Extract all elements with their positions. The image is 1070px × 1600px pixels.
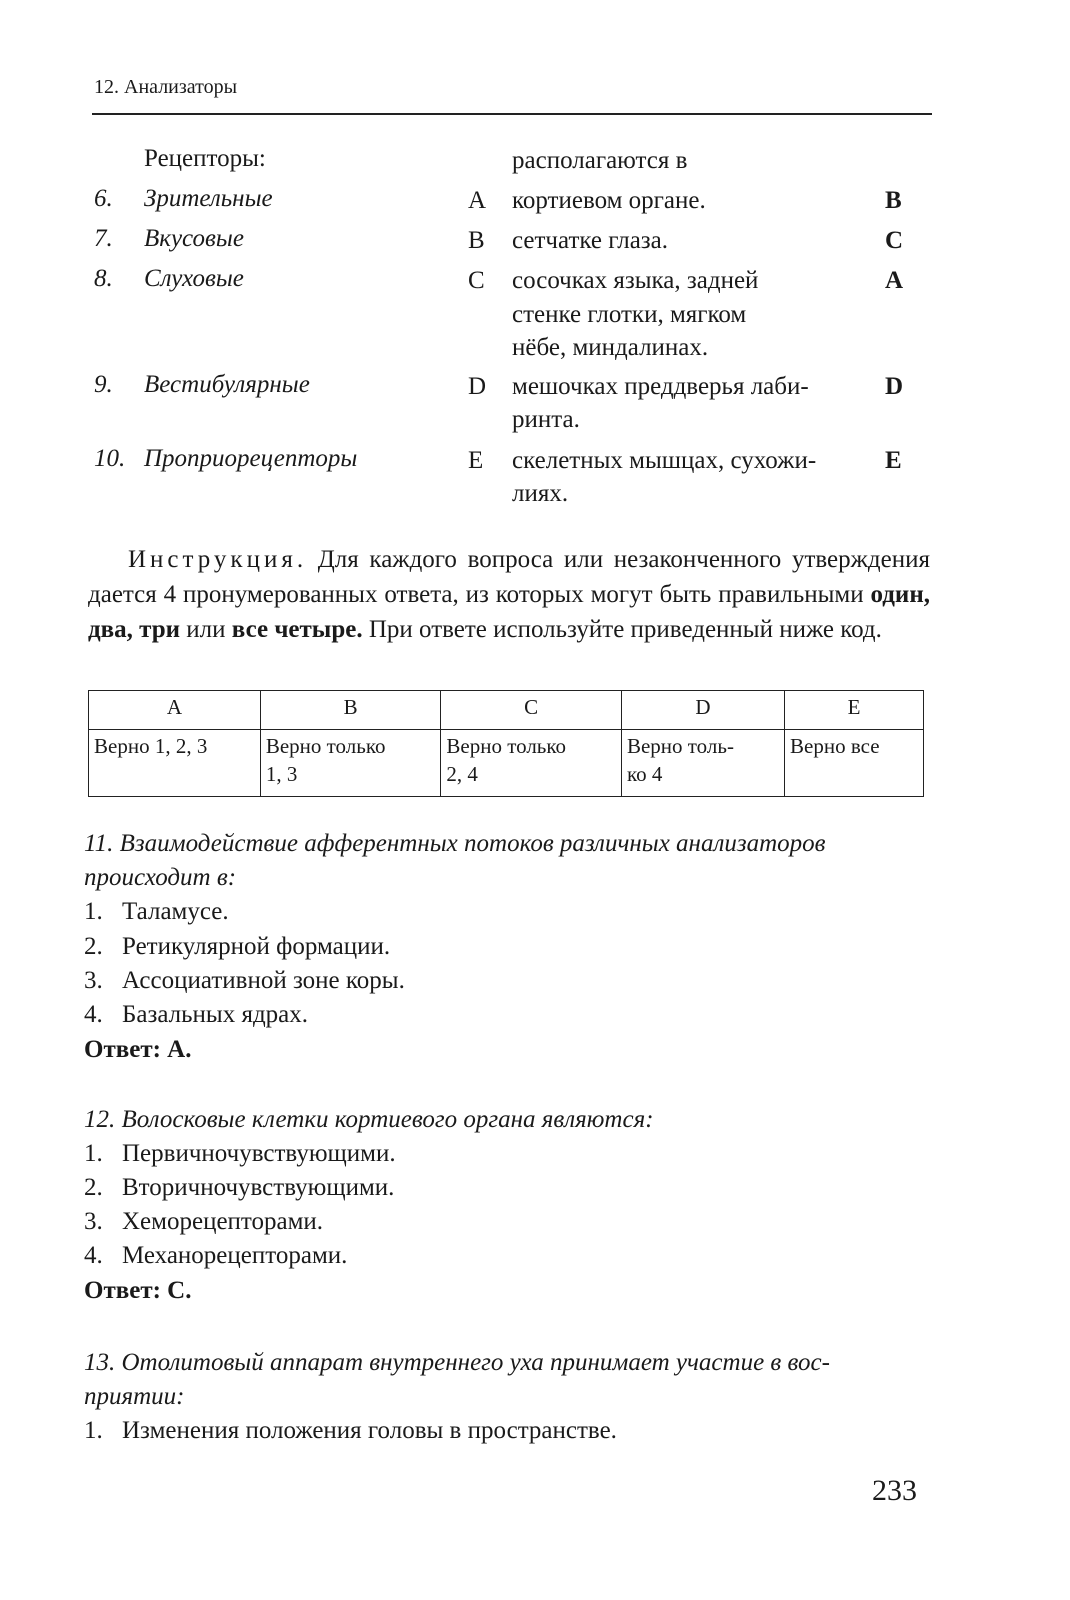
table-header-cell: A — [89, 691, 261, 730]
instruction-text: При ответе используйте приведенный ниже код. — [362, 616, 882, 643]
table-cell — [260, 730, 441, 797]
table-row — [89, 730, 924, 797]
option-number: 3. — [84, 1208, 103, 1235]
header-rule — [92, 113, 932, 115]
cell-line: Верно 1, 2, 3 — [94, 734, 208, 758]
option-number: 3. — [84, 967, 103, 994]
location-text: сетчатке глаза. — [512, 227, 669, 254]
question-title: происходит в: — [84, 864, 237, 891]
answer-option — [84, 930, 390, 964]
item-number: 7. — [94, 225, 113, 252]
answer-option — [84, 895, 229, 929]
receptor-name: Слуховые — [144, 265, 244, 292]
option-text: Хеморецепторами. — [122, 1208, 324, 1235]
option-text: Механорецепторами. — [122, 1242, 348, 1269]
cell-line: Верно толь- — [626, 734, 734, 758]
cell-line: Верно все — [790, 734, 880, 758]
question-title: 12. Волосковые клетки кортиевого органа являются: — [84, 1106, 654, 1133]
table-header-cell: D — [621, 691, 784, 730]
answer-option — [84, 1205, 323, 1239]
location-text: стенке глотки, мягком — [512, 301, 747, 328]
option-text: Изменения положения головы в пространстве. — [122, 1417, 617, 1444]
answer-option — [84, 1239, 347, 1273]
option-number: 2. — [84, 933, 103, 960]
location-text: ринта. — [512, 406, 580, 433]
location-text: сосочках языка, задней — [512, 267, 759, 294]
answer-key: Ответ: C. — [84, 1277, 192, 1304]
answer-code-table — [88, 690, 924, 797]
cell-line: Верно только — [265, 734, 386, 758]
item-number: 6. — [94, 185, 113, 212]
location-letter: D — [468, 373, 487, 400]
option-number: 4. — [84, 1001, 103, 1028]
location-text: скелетных мышцах, сухожи- — [512, 447, 817, 474]
running-header: 12. Анализаторы — [94, 76, 238, 98]
table-cell — [785, 730, 924, 797]
instruction-label: Инструкция. — [128, 546, 308, 573]
answer-option — [84, 1171, 394, 1205]
receptor-name: Зрительные — [144, 185, 273, 212]
cell-line: ко 4 — [626, 762, 663, 786]
item-number: 10. — [94, 445, 126, 472]
table-header-cell: C — [441, 691, 622, 730]
instruction-text: или — [180, 616, 232, 643]
match-answer: A — [885, 267, 904, 294]
receptors-header: Рецепторы: — [144, 145, 266, 172]
question-title: 11. Взаимодействие афферентных потоков различных анализаторов — [84, 830, 826, 857]
question-title: приятии: — [84, 1383, 185, 1410]
table-header-cell: B — [260, 691, 441, 730]
answer-option — [84, 1137, 396, 1171]
option-text: Первичночувствующими. — [122, 1140, 396, 1167]
option-number: 2. — [84, 1174, 103, 1201]
option-number: 1. — [84, 898, 103, 925]
option-number: 4. — [84, 1242, 103, 1269]
answer-option — [84, 964, 405, 998]
table-header-row — [89, 691, 924, 730]
option-number: 1. — [84, 1140, 103, 1167]
table-header-cell: E — [785, 691, 924, 730]
option-text: Вторичночувствующими. — [122, 1174, 395, 1201]
option-text: Базальных ядрах. — [122, 1001, 309, 1028]
instruction-text: Для каждого вопроса или незаконченного утверждения дается 4 пронумерованных ответа, из которых могут быть правильными — [88, 546, 930, 608]
location-letter: C — [468, 267, 485, 294]
cell-line: 1, 3 — [265, 762, 298, 786]
instruction-bold: один, два, три — [88, 581, 930, 643]
location-letter: A — [468, 187, 487, 214]
location-header: располагаются в — [512, 147, 688, 174]
location-text: мешочках преддверья лаби- — [512, 373, 809, 400]
option-text: Ассоциативной зоне коры. — [122, 967, 405, 994]
table-cell — [89, 730, 261, 797]
item-number: 9. — [94, 371, 113, 398]
cell-line: 2, 4 — [446, 762, 478, 786]
answer-key: Ответ: A. — [84, 1036, 192, 1063]
location-text: кортиевом органе. — [512, 187, 706, 214]
receptor-name: Проприорецепторы — [144, 445, 358, 472]
answer-option — [84, 998, 308, 1032]
instruction-paragraph — [88, 542, 930, 647]
table-cell — [621, 730, 784, 797]
receptor-name: Вкусовые — [144, 225, 244, 252]
option-number: 1. — [84, 1417, 103, 1444]
match-answer: D — [885, 373, 904, 400]
location-text: нёбе, миндалинах. — [512, 334, 709, 361]
question-title: 13. Отолитовый аппарат внутреннего уха принимает участие в вос- — [84, 1349, 830, 1376]
item-number: 8. — [94, 265, 113, 292]
cell-line: Верно только — [446, 734, 567, 758]
location-letter: E — [468, 447, 484, 474]
page-number: 233 — [872, 1474, 917, 1507]
location-text: лиях. — [512, 480, 569, 507]
match-answer: E — [885, 447, 902, 474]
table-cell — [441, 730, 622, 797]
answer-option — [84, 1414, 617, 1448]
option-text: Таламусе. — [122, 898, 229, 925]
match-answer: C — [885, 227, 904, 254]
instruction-bold: все четыре. — [231, 616, 363, 643]
receptor-name: Вестибулярные — [144, 371, 310, 398]
match-answer: B — [885, 187, 902, 214]
option-text: Ретикулярной формации. — [122, 933, 391, 960]
location-letter: B — [468, 227, 485, 254]
